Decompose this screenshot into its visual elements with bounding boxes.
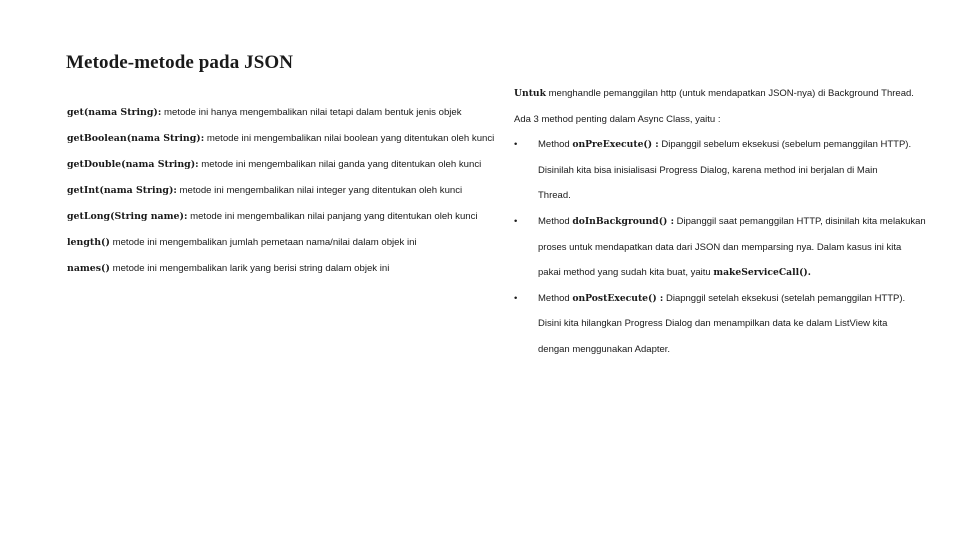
bullet-dot: • <box>514 292 518 304</box>
bullet-dot: • <box>514 215 518 227</box>
method-desc: metode ini mengembalikan larik yang berisi string dalam objek ini <box>109 263 390 274</box>
method-name: getDouble(nama String): <box>67 159 199 170</box>
method-name: getLong(String name): <box>67 211 188 222</box>
bullet-continuation: Thread. <box>538 190 571 202</box>
bullet-item: • Method onPostExecute() : Diapnggil setelah eksekusi (setelah pemanggilan HTTP). <box>514 292 906 304</box>
method-name: onPostExecute() : <box>572 292 664 304</box>
count-line: Ada 3 method penting dalam Async Class, yaitu : <box>514 113 721 125</box>
bullet-item: • Method doInBackground() : Dipanggil saat pemanggilan HTTP, disinilah kita melakukan <box>514 215 926 227</box>
method-item <box>67 107 467 133</box>
async-class-section <box>514 88 926 370</box>
method-name: names() <box>67 263 110 274</box>
method-desc: metode ini mengembalikan nilai ganda yang ditentukan oleh kunci <box>198 159 482 170</box>
method-desc: metode ini mengembalikan nilai boolean yang ditentukan oleh kunci <box>204 133 495 144</box>
method-desc: metode ini mengembalikan jumlah pemetaan nama/nilai dalam objek ini <box>109 237 417 248</box>
method-item <box>67 263 467 289</box>
json-methods-list <box>67 107 495 289</box>
method-item <box>67 185 467 211</box>
method-item <box>67 237 467 263</box>
bullet-continuation: Disinilah kita bisa inisialisasi Progress Dialog, karena method ini berjalan di Main <box>538 164 878 176</box>
method-item <box>67 159 482 185</box>
method-name: get(nama String): <box>67 107 162 118</box>
bullet-continuation: Disini kita hilangkan Progress Dialog dan menampilkan data ke dalam ListView kita <box>538 318 888 330</box>
method-item <box>67 211 478 237</box>
method-desc: metode ini hanya mengembalikan nilai tetapi dalam bentuk jenis objek <box>161 107 462 118</box>
method-desc: metode ini mengembalikan nilai integer yang ditentukan oleh kunci <box>176 185 463 196</box>
bullet-continuation: dengan menggunakan Adapter. <box>538 343 671 355</box>
method-name: length() <box>67 237 110 248</box>
method-item <box>67 133 495 159</box>
bullet-item: • Method onPreExecute() : Dipanggil sebelum eksekusi (sebelum pemanggilan HTTP). <box>514 139 912 151</box>
method-name: getInt(nama String): <box>67 185 177 196</box>
method-name: onPreExecute() : <box>572 139 659 151</box>
bullet-continuation: pakai method yang sudah kita buat, yaitu makeServiceCall(). <box>538 267 811 279</box>
method-name: makeServiceCall(). <box>713 267 811 279</box>
bullet-continuation: proses untuk mendapatkan data dari JSON dan memparsing nya. Dalam kasus ini kita <box>538 241 902 253</box>
slide-title: Metode-metode pada JSON <box>66 52 294 73</box>
intro-paragraph: Untuk menghandle pemanggilan http (untuk mendapatkan JSON-nya) di Background Thread. <box>514 88 914 99</box>
bullet-dot: • <box>514 139 518 151</box>
method-name: doInBackground() : <box>572 215 674 227</box>
method-desc: metode ini mengembalikan nilai panjang yang ditentukan oleh kunci <box>187 211 478 222</box>
method-name: getBoolean(nama String): <box>67 133 205 144</box>
